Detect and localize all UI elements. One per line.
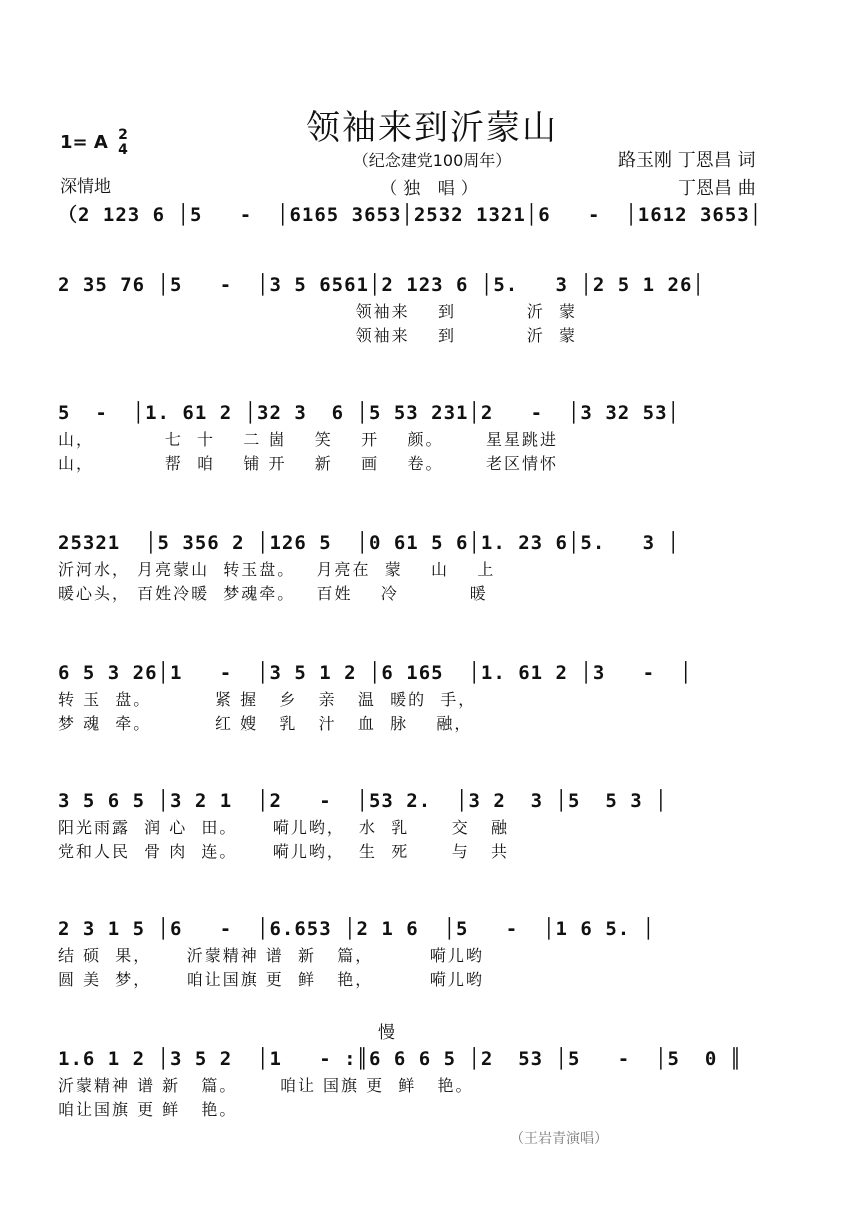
lyric-verse-2: 暖心头， 百姓冷暖 梦魂牵。 百姓 冷 暖	[58, 584, 488, 603]
lyric-verse-2: 梦 魂 牵。 红 嫂 乳 汁 血 脉 融，	[58, 714, 473, 733]
notation-line: 5 - │1. 61 2 │32 3 6 │5 53 231│2 - │3 32 53│	[58, 402, 680, 424]
meter-bottom: 4	[118, 142, 128, 158]
system-4	[58, 528, 812, 606]
notation-line: 2 3 1 5 │6 - │6.653 │2 1 6 │5 - │1 6 5. │	[58, 918, 656, 940]
system-8	[58, 1044, 812, 1122]
tempo-marking: 深情地	[60, 177, 111, 197]
lyric-verse-2: 领袖来 到 沂 蒙	[58, 326, 577, 345]
key-signature	[60, 128, 128, 158]
meter-top: 2	[118, 127, 128, 143]
song-title: 领袖来到沂蒙山	[306, 108, 558, 148]
performer-note: （王岩青演唱）	[510, 1131, 608, 1147]
system-3	[58, 398, 812, 476]
notation-line: 2 35 76 │5 - │3 5 6561│2 123 6 │5. 3 │2 5 1 26│	[58, 274, 705, 296]
song-subtitle: （纪念建党100周年）	[352, 151, 512, 170]
lyric-verse-2: 咱让国旗 更 鲜 艳。	[58, 1100, 238, 1119]
lyric-verse-2: 山， 帮 咱 铺 开 新 画 卷。 老区情怀	[58, 454, 559, 473]
lyric-verse-1: 结 硕 果， 沂蒙精神 谱 新 篇， 嗬儿哟	[58, 946, 484, 965]
lyric-verse-2: 党和人民 骨 肉 连。 嗬儿哟， 生 死 与 共	[58, 842, 509, 861]
composer-credit: 丁恩昌 曲	[678, 178, 756, 199]
lyric-verse-2: 圆 美 梦， 咱让国旗 更 鲜 艳， 嗬儿哟	[58, 970, 484, 989]
lyricist-credit: 路玉刚 丁恩昌 词	[618, 150, 756, 171]
slow-tempo-mark: 慢	[378, 1023, 395, 1043]
performance-role: （独 唱）	[380, 179, 484, 199]
notation-line: 6 5 3 26│1 - │3 5 1 2 │6 165 │1. 61 2 │3 - │	[58, 662, 693, 684]
lyric-verse-1: 沂河水， 月亮蒙山 转玉盘。 月亮在 蒙 山 上	[58, 560, 496, 579]
system-2	[58, 270, 812, 348]
lyric-verse-1: 转 玉 盘。 紧 握 乡 亲 温 暖的 手，	[58, 690, 477, 709]
notation-line: 1.6 1 2 │3 5 2 │1 - :║6 6 6 5 │2 53 │5 - │5 0 ║	[58, 1048, 743, 1070]
lyric-verse-1: 沂蒙精神 谱 新 篇。 咱让 国旗 更 鲜 艳。	[58, 1076, 474, 1095]
time-signature	[118, 128, 128, 158]
notation-line: 25321 │5 356 2 │126 5 │0 61 5 6│1. 23 6│5. 3 │	[58, 532, 680, 554]
lyric-verse-1: 领袖来 到 沂 蒙	[58, 302, 577, 321]
notation-line: （2 123 6 │5 - │6165 3653│2532 1321│6 - │1612 3653│	[58, 204, 763, 226]
system-6	[58, 786, 812, 864]
lyric-verse-1: 山， 七 十 二 崮 笑 开 颜。 星星跳进	[58, 430, 559, 449]
system-1	[58, 200, 812, 230]
key-label: 1= A	[60, 132, 108, 153]
system-7	[58, 914, 812, 992]
system-5	[58, 658, 812, 736]
notation-line: 3 5 6 5 │3 2 1 │2 - │53 2. │3 2 3 │5 5 3 │	[58, 790, 668, 812]
lyric-verse-1: 阳光雨露 润 心 田。 嗬儿哟， 水 乳 交 融	[58, 818, 509, 837]
